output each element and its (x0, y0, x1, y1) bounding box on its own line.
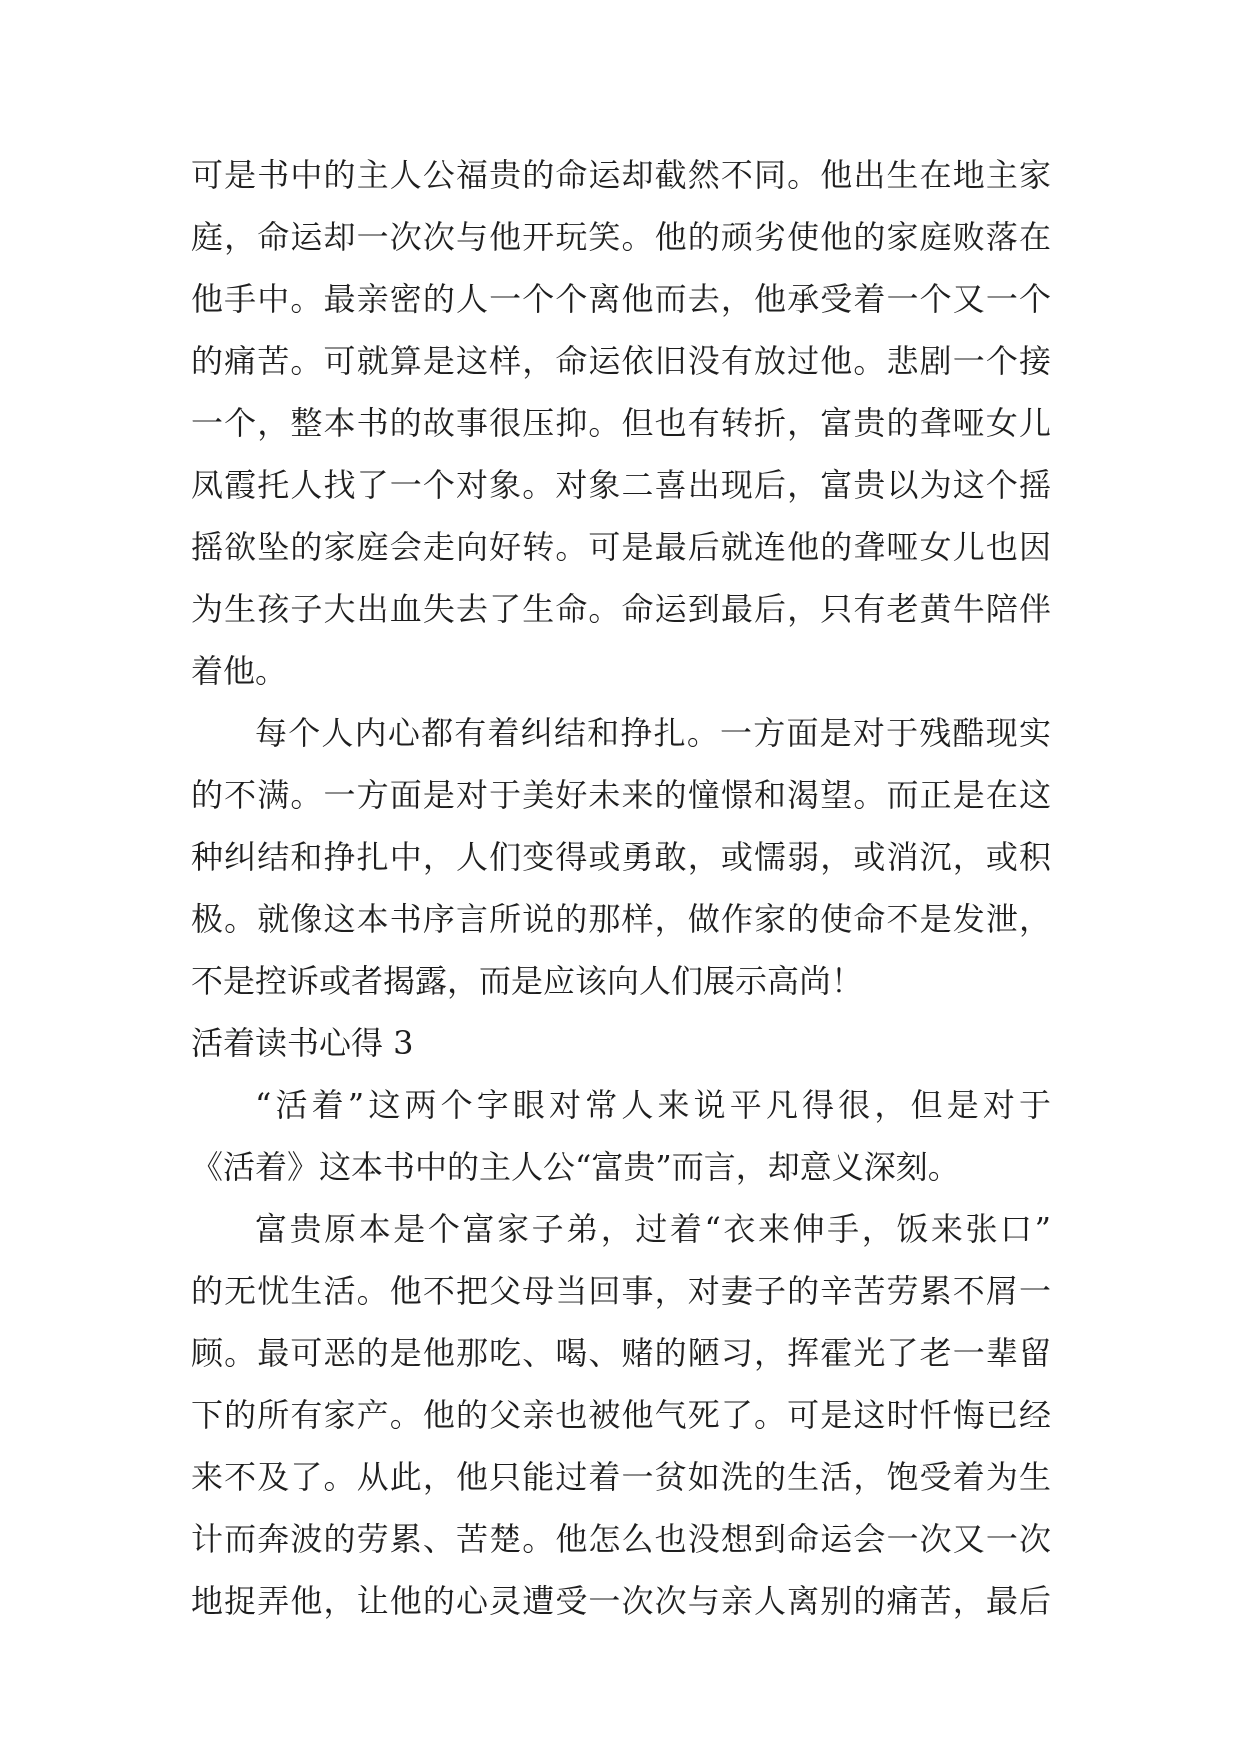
paragraph (191, 144, 1051, 702)
text-line: 凤霞托人找了一个对象。对象二喜出现后，富贵以为这个摇 (191, 466, 1051, 504)
text-line: 一个，整本书的故事很压抑。但也有转折，富贵的聋哑女儿 (191, 404, 1051, 442)
text-line: 的痛苦。可就算是这样，命运依旧没有放过他。悲剧一个接 (191, 342, 1051, 380)
text-line: “活着”这两个字眼对常人来说平凡得很，但是对于 (255, 1086, 1051, 1124)
text-line: 极。就像这本书序言所说的那样，做作家的使命不是发泄， (191, 900, 1051, 938)
text-line: 计而奔波的劳累、苦楚。他怎么也没想到命运会一次又一次 (191, 1520, 1051, 1558)
text-line: 摇欲坠的家庭会走向好转。可是最后就连他的聋哑女儿也因 (191, 528, 1051, 566)
text-line: 的不满。一方面是对于美好未来的憧憬和渴望。而正是在这 (191, 776, 1051, 814)
text-line: 的无忧生活。他不把父母当回事，对妻子的辛苦劳累不屑一 (191, 1272, 1051, 1310)
section-heading: 活着读书心得 3 (191, 1024, 414, 1062)
text-line: 不是控诉或者揭露，而是应该向人们展示高尚！ (191, 962, 864, 1000)
document-body (191, 144, 1051, 1632)
text-line: 富贵原本是个富家子弟，过着“衣来伸手，饭来张口” (255, 1210, 1051, 1248)
paragraph (191, 1198, 1051, 1632)
text-line: 可是书中的主人公福贵的命运却截然不同。他出生在地主家 (191, 156, 1051, 194)
paragraph (191, 1074, 1051, 1198)
text-line: 顾。最可恶的是他那吃、喝、赌的陋习，挥霍光了老一辈留 (191, 1334, 1051, 1372)
text-line: 着他。 (191, 652, 288, 690)
text-line: 地捉弄他，让他的心灵遭受一次次与亲人离别的痛苦，最后 (191, 1582, 1051, 1620)
paragraph (191, 702, 1051, 1012)
text-line: 每个人内心都有着纠结和挣扎。一方面是对于残酷现实 (255, 714, 1051, 752)
text-line: 庭，命运却一次次与他开玩笑。他的顽劣使他的家庭败落在 (191, 218, 1051, 256)
text-line: 来不及了。从此，他只能过着一贫如洗的生活，饱受着为生 (191, 1458, 1051, 1496)
text-line: 《活着》这本书中的主人公“富贵”而言，却意义深刻。 (191, 1148, 960, 1186)
text-line: 种纠结和挣扎中，人们变得或勇敢，或懦弱，或消沉，或积 (191, 838, 1051, 876)
text-line: 他手中。最亲密的人一个个离他而去，他承受着一个又一个 (191, 280, 1051, 318)
text-line: 下的所有家产。他的父亲也被他气死了。可是这时忏悔已经 (191, 1396, 1051, 1434)
text-line: 为生孩子大出血失去了生命。命运到最后，只有老黄牛陪伴 (191, 590, 1051, 628)
